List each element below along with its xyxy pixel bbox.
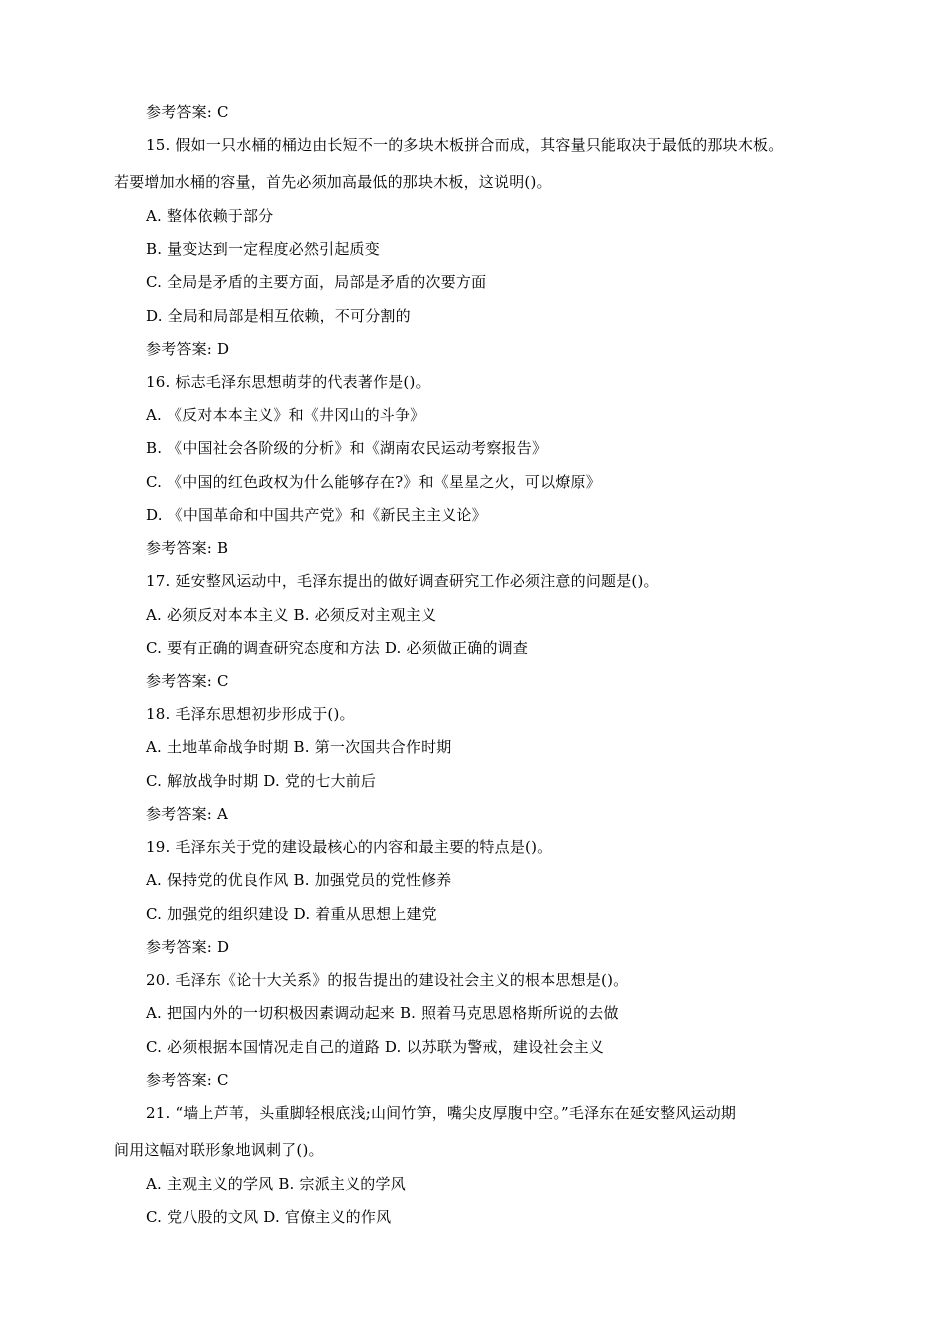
answer-19: 参考答案: D (146, 938, 230, 956)
option-15-a: A. 整体依赖于部分 (146, 207, 274, 225)
question-18: 18. 毛泽东思想初步形成于()。 (146, 705, 355, 723)
question-19: 19. 毛泽东关于党的建设最核心的内容和最主要的特点是()。 (146, 838, 553, 856)
question-20: 20. 毛泽东《论十大关系》的报告提出的建设社会主义的根本思想是()。 (146, 971, 629, 989)
question-15-cont: 若要增加水桶的容量，首先必须加高最低的那块木板，这说明()。 (114, 173, 552, 191)
question-15: 15. 假如一只水桶的桶边由长短不一的多块木板拼合而成，其容量只能取决于最低的那块木板。 (146, 136, 784, 154)
answer-16: 参考答案: B (146, 539, 229, 557)
option-21-ab: A. 主观主义的学风 B. 宗派主义的学风 (146, 1175, 406, 1193)
option-16-c: C. 《中国的红色政权为什么能够存在?》和《星星之火，可以燎原》 (146, 473, 601, 491)
option-19-ab: A. 保持党的优良作风 B. 加强党员的党性修养 (146, 871, 452, 889)
answer-20: 参考答案: C (146, 1071, 229, 1089)
answer-17: 参考答案: C (146, 672, 229, 690)
option-16-d: D. 《中国革命和中国共产党》和《新民主主义论》 (146, 506, 487, 524)
question-17: 17. 延安整风运动中，毛泽东提出的做好调查研究工作必须注意的问题是()。 (146, 572, 659, 590)
option-17-cd: C. 要有正确的调查研究态度和方法 D. 必须做正确的调查 (146, 639, 529, 657)
question-21-cont: 间用这幅对联形象地讽刺了()。 (114, 1141, 324, 1159)
option-17-ab: A. 必须反对本本主义 B. 必须反对主观主义 (146, 606, 437, 624)
option-21-cd: C. 党八股的文风 D. 官僚主义的作风 (146, 1208, 392, 1226)
option-18-cd: C. 解放战争时期 D. 党的七大前后 (146, 772, 377, 790)
answer-14: 参考答案: C (146, 103, 229, 121)
option-20-cd: C. 必须根据本国情况走自己的道路 D. 以苏联为警戒，建设社会主义 (146, 1038, 605, 1056)
option-20-ab: A. 把国内外的一切积极因素调动起来 B. 照着马克思恩格斯所说的去做 (146, 1004, 619, 1022)
option-15-c: C. 全局是矛盾的主要方面，局部是矛盾的次要方面 (146, 273, 487, 291)
option-16-b: B. 《中国社会各阶级的分析》和《湖南农民运动考察报告》 (146, 439, 548, 457)
question-16: 16. 标志毛泽东思想萌芽的代表著作是()。 (146, 373, 431, 391)
option-19-cd: C. 加强党的组织建设 D. 着重从思想上建党 (146, 905, 437, 923)
answer-18: 参考答案: A (146, 805, 229, 823)
answer-15: 参考答案: D (146, 340, 230, 358)
option-16-a: A. 《反对本本主义》和《井冈山的斗争》 (146, 406, 426, 424)
option-15-d: D. 全局和局部是相互依赖，不可分割的 (146, 307, 411, 325)
option-15-b: B. 量变达到一定程度必然引起质变 (146, 240, 380, 258)
option-18-ab: A. 土地革命战争时期 B. 第一次国共合作时期 (146, 738, 452, 756)
question-21: 21. “墙上芦苇，头重脚轻根底浅;山间竹笋，嘴尖皮厚腹中空。”毛泽东在延安整风运动期 (146, 1104, 737, 1122)
